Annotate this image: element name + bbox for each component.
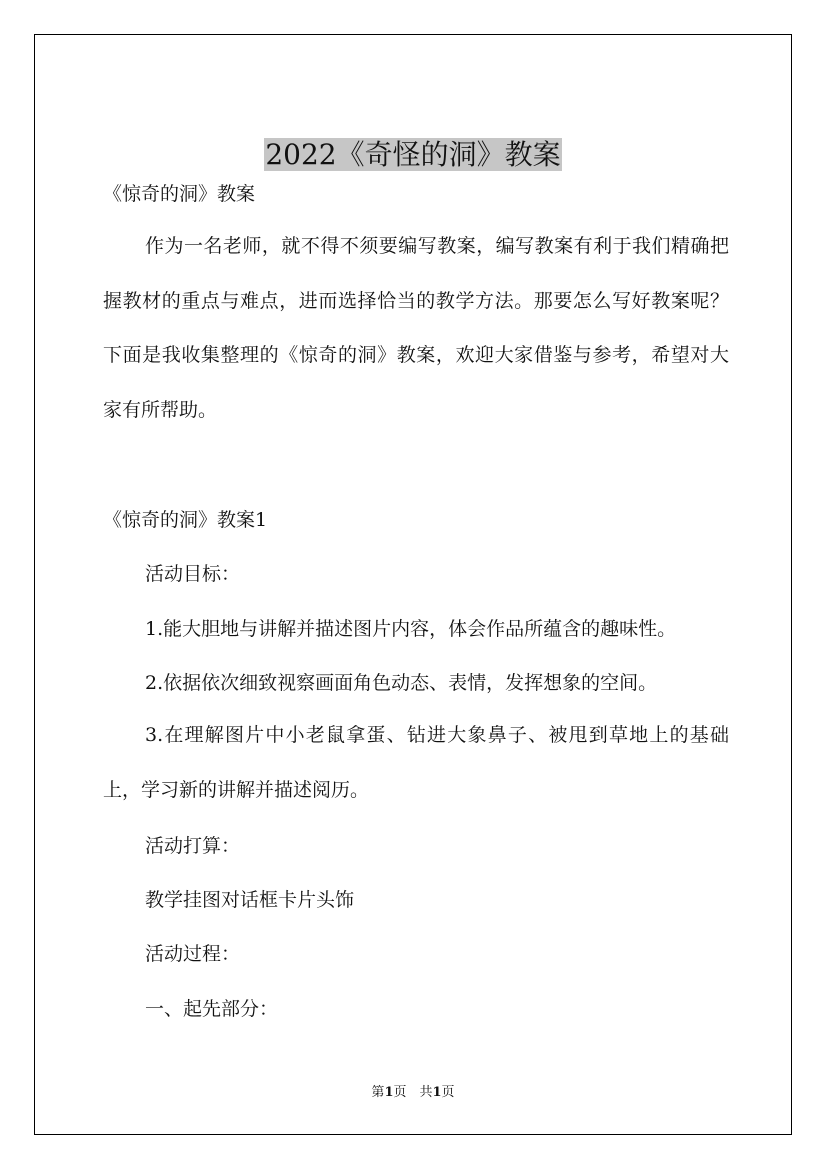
prep-items: 教学挂图对话框卡片头饰 [145, 889, 355, 911]
prep-label: 活动打算： [145, 835, 241, 857]
part1-label: 一、起先部分： [145, 998, 279, 1020]
goal-item-2: 2.依据依次细致视察画面角色动态、表情，发挥想象的空间。 [145, 672, 658, 694]
process-label: 活动过程： [145, 943, 241, 965]
goals-label: 活动目标： [145, 563, 241, 585]
footer-page-number: 1 [384, 1085, 394, 1100]
document-subtitle: 《惊奇的洞》教案 [103, 183, 256, 205]
document-title-text: 2022《奇怪的洞》教案 [265, 138, 561, 171]
footer-suffix: 页 [441, 1085, 455, 1100]
footer-mid: 页 共 [393, 1085, 433, 1100]
goal-item-1: 1.能大胆地与讲解并描述图片内容，体会作品所蕴含的趣味性。 [145, 618, 677, 640]
footer-total-pages: 1 [432, 1085, 442, 1100]
page-footer [35, 1084, 791, 1102]
document-page [34, 34, 792, 1135]
goal-item-3: 3.在理解图片中小老鼠拿蛋、钻进大象鼻子、被甩到草地上的基础上，学习新的讲解并描述阅历。 [103, 724, 729, 801]
document-title [35, 135, 791, 175]
intro-paragraph: 作为一名老师，就不得不须要编写教案，编写教案有利于我们精确把握教材的重点与难点，进而选择恰当的教学方法。那要怎么写好教案呢？下面是我收集整理的《惊奇的洞》教案，欢迎大家借鉴与参考，希望对大家有所帮助。 [103, 235, 729, 421]
footer-prefix: 第 [371, 1085, 385, 1100]
section-heading: 《惊奇的洞》教案1 [103, 509, 268, 531]
